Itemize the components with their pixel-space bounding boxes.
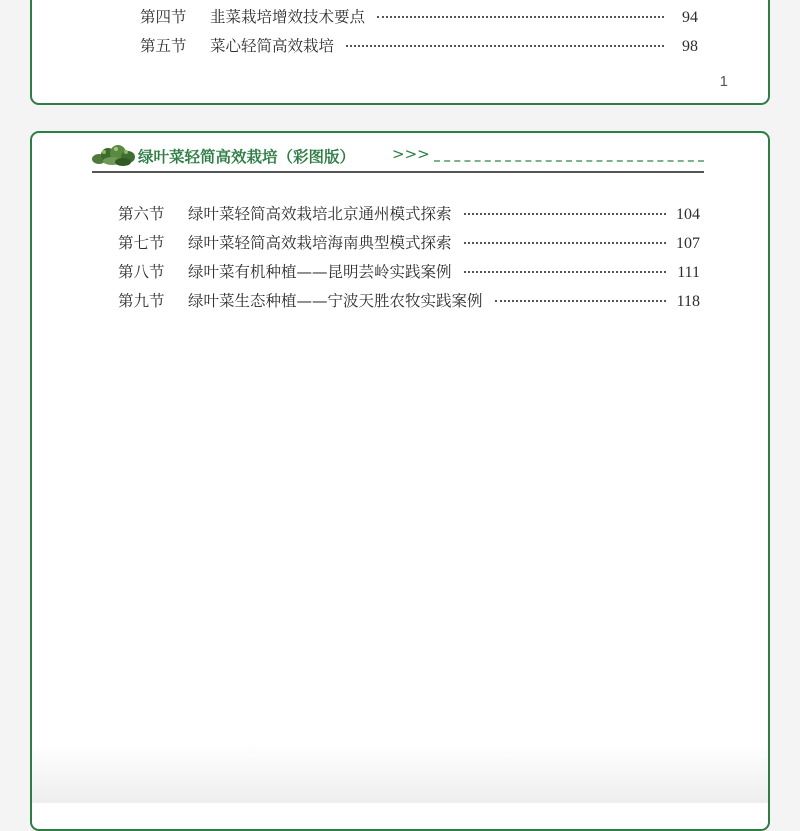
- page-number: 1: [719, 73, 728, 90]
- page-bottom-shadow: [32, 743, 768, 803]
- toc-entry[interactable]: [140, 34, 698, 56]
- toc-entry-title: 绿叶菜轻简高效栽培北京通州模式探索: [188, 205, 452, 223]
- running-header-title: 绿叶菜轻简高效栽培（彩图版）: [138, 148, 356, 166]
- toc-section-label: 第五节: [140, 37, 187, 55]
- toc-page-number: 94: [682, 9, 698, 26]
- toc-section-label: 第七节: [118, 234, 165, 252]
- toc-entry-title: 菜心轻简高效栽培: [210, 37, 335, 55]
- vegetable-cluster-icon: [92, 141, 136, 167]
- toc-entry[interactable]: [118, 289, 700, 311]
- toc-page-number: 107: [676, 235, 700, 252]
- toc-leader-dots: [464, 213, 666, 215]
- toc-section-label: 第四节: [140, 8, 187, 26]
- toc-page-number: 118: [676, 293, 700, 310]
- toc-section-label: 第八节: [118, 263, 165, 281]
- toc-entry-title: 绿叶菜轻简高效栽培海南典型模式探索: [188, 234, 452, 252]
- toc-entry-title: 绿叶菜生态种植——宁波天胜农牧实践案例: [188, 292, 483, 310]
- toc-entry[interactable]: [140, 5, 698, 27]
- toc-leader-dots: [377, 16, 664, 18]
- toc-page-number: 111: [677, 264, 700, 281]
- header-dashed-line: [434, 160, 704, 162]
- toc-page-number: 98: [682, 38, 698, 55]
- toc-entry-title: 绿叶菜有机种植——昆明芸岭实践案例: [188, 263, 452, 281]
- toc-leader-dots: [464, 271, 666, 273]
- toc-leader-dots: [464, 242, 666, 244]
- running-header: [92, 139, 704, 173]
- toc-section-label: 第六节: [118, 205, 165, 223]
- toc-leader-dots: [346, 45, 664, 47]
- toc-entry-title: 韭菜栽培增效技术要点: [210, 8, 366, 26]
- toc-entry[interactable]: [118, 231, 700, 253]
- header-rule: [92, 171, 704, 173]
- chevrons-icon: >>>: [392, 145, 430, 163]
- toc-entry[interactable]: [118, 260, 700, 282]
- toc-page-number: 104: [676, 206, 700, 223]
- toc-entry[interactable]: [118, 202, 700, 224]
- toc-leader-dots: [495, 300, 666, 302]
- toc-section-label: 第九节: [118, 292, 165, 310]
